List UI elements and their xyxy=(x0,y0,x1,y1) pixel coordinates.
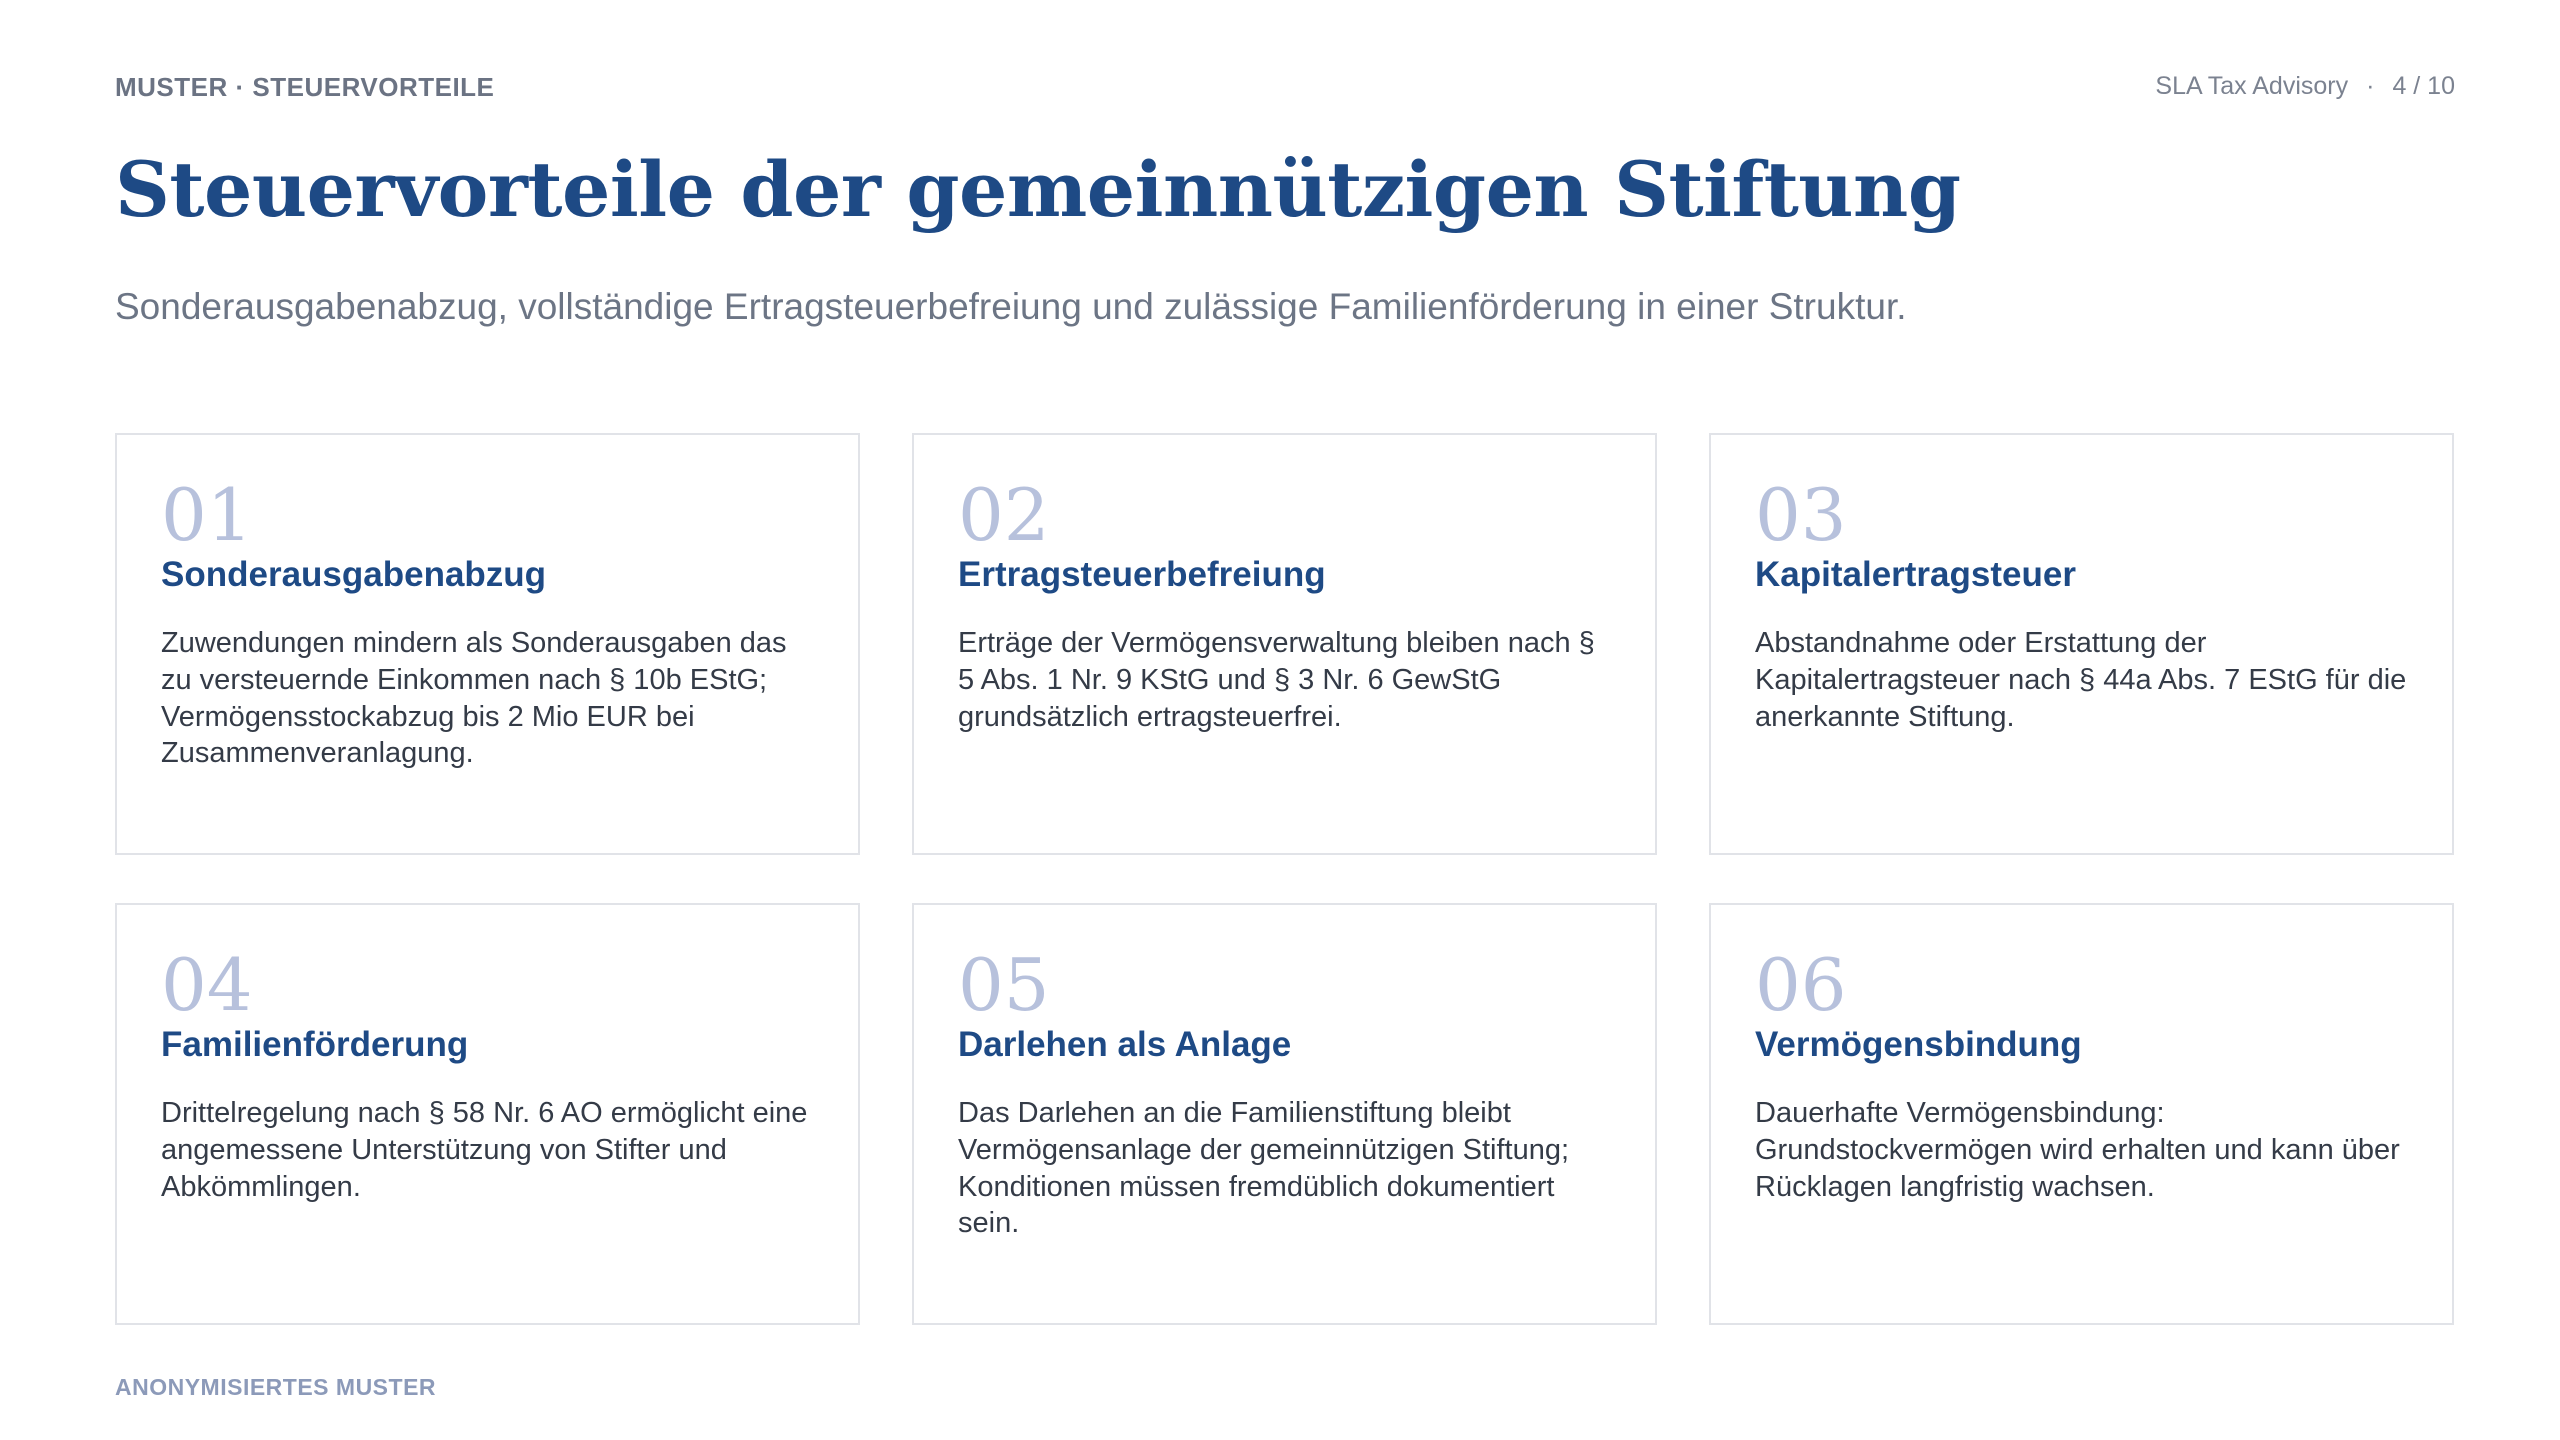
card-number: 05 xyxy=(958,943,1050,1027)
footer-label: ANONYMISIERTES MUSTER xyxy=(115,1374,437,1400)
section-eyebrow: MUSTER · STEUERVORTEILE xyxy=(115,72,495,102)
card-title: Sonderausgabenabzug xyxy=(161,555,547,594)
card-text: Abstandnahme oder Erstattung der Kapitalertragsteuer nach § 44a Abs. 7 EStG für die anerkannte Stiftung. xyxy=(1755,627,2407,733)
card-darlehen-als-anlage xyxy=(912,903,1657,1325)
card-familienfoerderung xyxy=(115,903,860,1325)
card-title: Ertragsteuerbefreiung xyxy=(958,555,1326,594)
card-number: 03 xyxy=(1755,473,1847,557)
company-name: SLA Tax Advisory xyxy=(2155,72,2349,100)
page-subtitle: Sonderausgabenabzug, vollständige Ertragsteuerbefreiung und zulässige Familienförderung in einer Struktur. xyxy=(115,286,1907,327)
card-title: Darlehen als Anlage xyxy=(958,1025,1292,1064)
meta-separator: · xyxy=(2366,72,2375,100)
card-title: Familienförderung xyxy=(161,1025,469,1064)
card-vermoegensbindung xyxy=(1709,903,2454,1325)
header-meta xyxy=(2155,72,2455,101)
card-text: Das Darlehen an die Familienstiftung bleibt Vermögensanlage der gemeinnützigen Stiftung; Konditionen müssen fremdüblich dokumentiert sein. xyxy=(958,1097,1570,1240)
card-text: Zuwendungen mindern als Sonderausgaben das zu versteuernde Einkommen nach § 10b EStG; Vermögensstockabzug bis 2 Mio EUR bei Zusammenveranlagung. xyxy=(161,627,787,770)
card-text: Drittelregelung nach § 58 Nr. 6 AO ermöglicht eine angemessene Unterstützung von Stifter und Abkömmlingen. xyxy=(161,1097,808,1203)
card-kapitalertragsteuer xyxy=(1709,433,2454,855)
card-grid xyxy=(115,433,2454,1325)
card-ertragsteuerbefreiung xyxy=(912,433,1657,855)
card-title: Kapitalertragsteuer xyxy=(1755,555,2076,594)
card-sonderausgabenabzug xyxy=(115,433,860,855)
card-number: 06 xyxy=(1755,943,1847,1027)
page-title: Steuervorteile der gemeinnützigen Stiftung xyxy=(115,145,1961,234)
card-text: Dauerhafte Vermögensbindung: Grundstockvermögen wird erhalten und kann über Rücklagen langfristig wachsen. xyxy=(1755,1097,2400,1203)
card-text: Erträge der Vermögensverwaltung bleiben nach § 5 Abs. 1 Nr. 9 KStG und § 3 Nr. 6 GewStG grundsätzlich ertragsteuerfrei. xyxy=(958,627,1595,733)
card-number: 02 xyxy=(958,473,1050,557)
card-number: 04 xyxy=(161,943,253,1027)
card-number: 01 xyxy=(161,473,253,557)
card-title: Vermögensbindung xyxy=(1755,1025,2082,1064)
page-indicator: 4 / 10 xyxy=(2392,72,2455,100)
